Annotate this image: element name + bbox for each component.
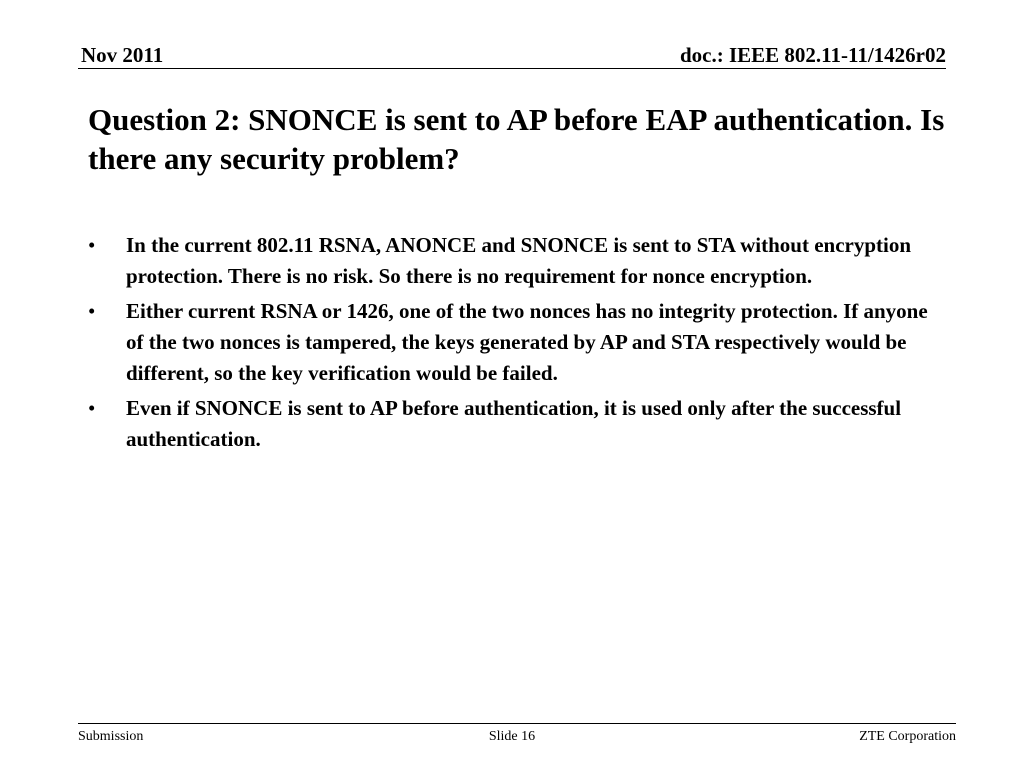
footer-divider — [78, 723, 956, 724]
slide-title: Question 2: SNONCE is sent to AP before EAP authentication. Is there any security problem? — [88, 102, 945, 176]
footer-organization: ZTE Corporation — [859, 729, 956, 744]
footer-slide-number: Slide 16 — [488, 729, 536, 744]
footer-submission: Submission — [78, 729, 144, 744]
header-divider — [78, 68, 946, 69]
bullet-list — [88, 230, 948, 459]
bullet-item — [88, 230, 948, 292]
bullet-item — [88, 393, 948, 455]
bullet-text: Even if SNONCE is sent to AP before authentication, it is used only after the successful authentication. — [126, 396, 902, 451]
header-date: Nov 2011 — [81, 43, 164, 67]
bullet-text: In the current 802.11 RSNA, ANONCE and SNONCE is sent to STA without encryption protection. There is no risk. So there is no requirement for nonce encryption. — [126, 233, 912, 288]
bullet-marker: • — [88, 299, 96, 323]
header-doc-id: doc.: IEEE 802.11-11/1426r02 — [679, 43, 946, 67]
bullet-marker: • — [88, 233, 96, 257]
bullet-item — [88, 296, 948, 389]
bullet-marker: • — [88, 396, 96, 420]
bullet-text: Either current RSNA or 1426, one of the two nonces has no integrity protection. If anyone of the two nonces is tampered, the keys generated by AP and STA respectively would be different, so the key verification would be failed. — [126, 299, 928, 385]
